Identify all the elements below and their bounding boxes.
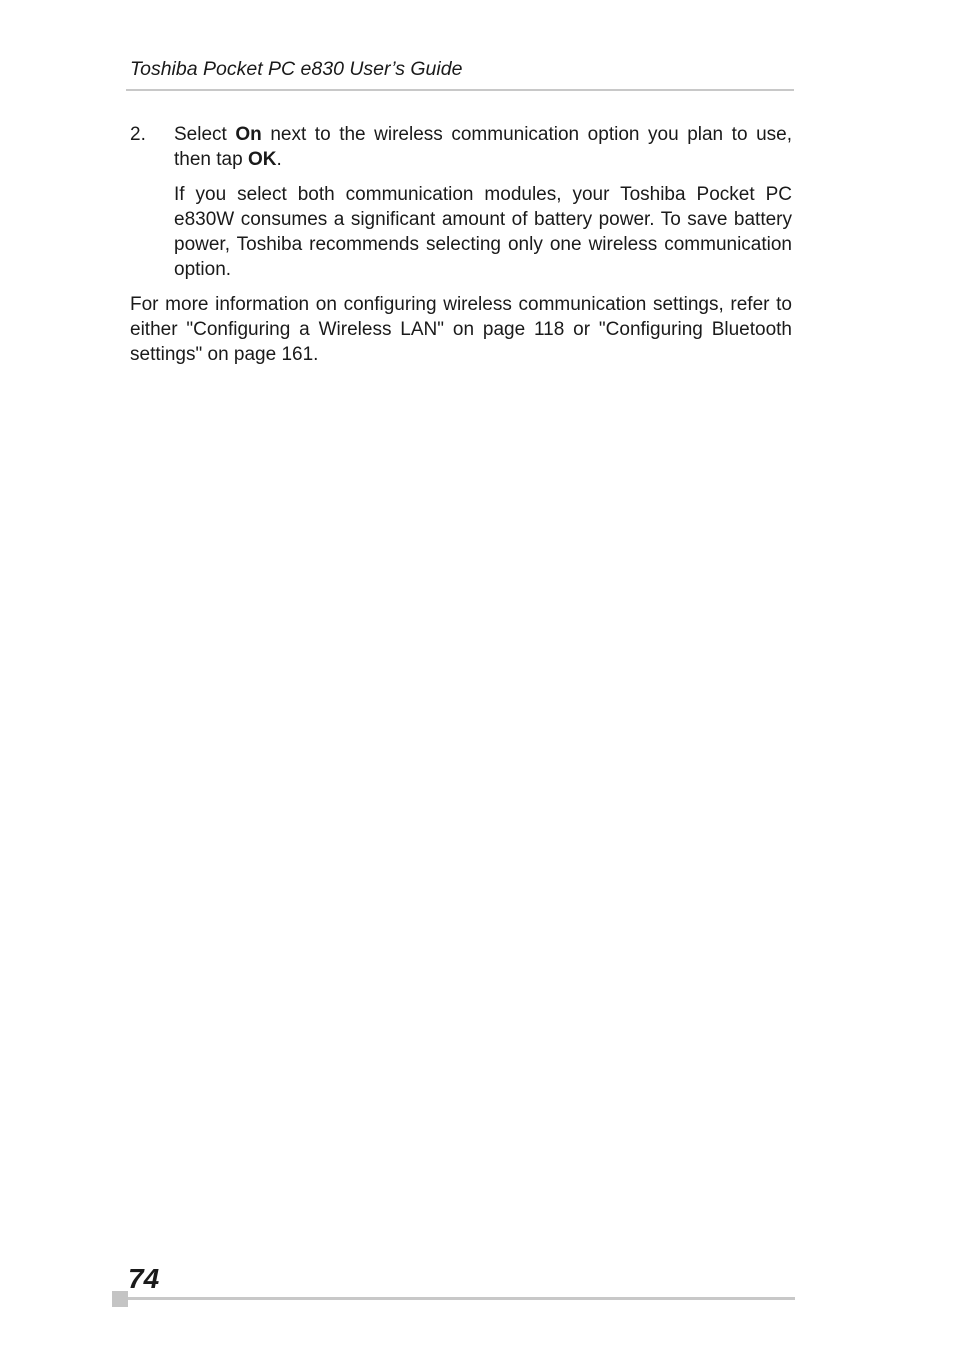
step-note: If you select both communication modules, your Toshiba Pocket PC e830W consumes a significant amount of battery power. To save battery power, Toshiba recommends selecting only one wireless communication option. [174, 184, 792, 280]
header-divider [126, 89, 794, 91]
page-number: 74 [128, 1263, 160, 1294]
step-text-1: Select [174, 124, 236, 145]
footer-marker [112, 1291, 128, 1307]
numbered-step [130, 122, 792, 172]
running-header: Toshiba Pocket PC e830 User’s Guide [130, 58, 463, 80]
step-text-2: next to the wireless communication option you plan to use, then tap [174, 124, 792, 170]
on-option-label: On [235, 124, 262, 145]
step-instruction [174, 122, 792, 172]
footer-divider [128, 1297, 795, 1300]
ok-button-label: OK [247, 149, 277, 170]
step-text-3: . [276, 149, 282, 170]
step-number: 2. [130, 124, 146, 145]
info-paragraph: For more information on configuring wireless communication settings, refer to either "Configuring a Wireless LAN" on page 118 or "Configuring Bluetooth settings" on page 161. [130, 294, 792, 365]
page-content [130, 122, 792, 367]
